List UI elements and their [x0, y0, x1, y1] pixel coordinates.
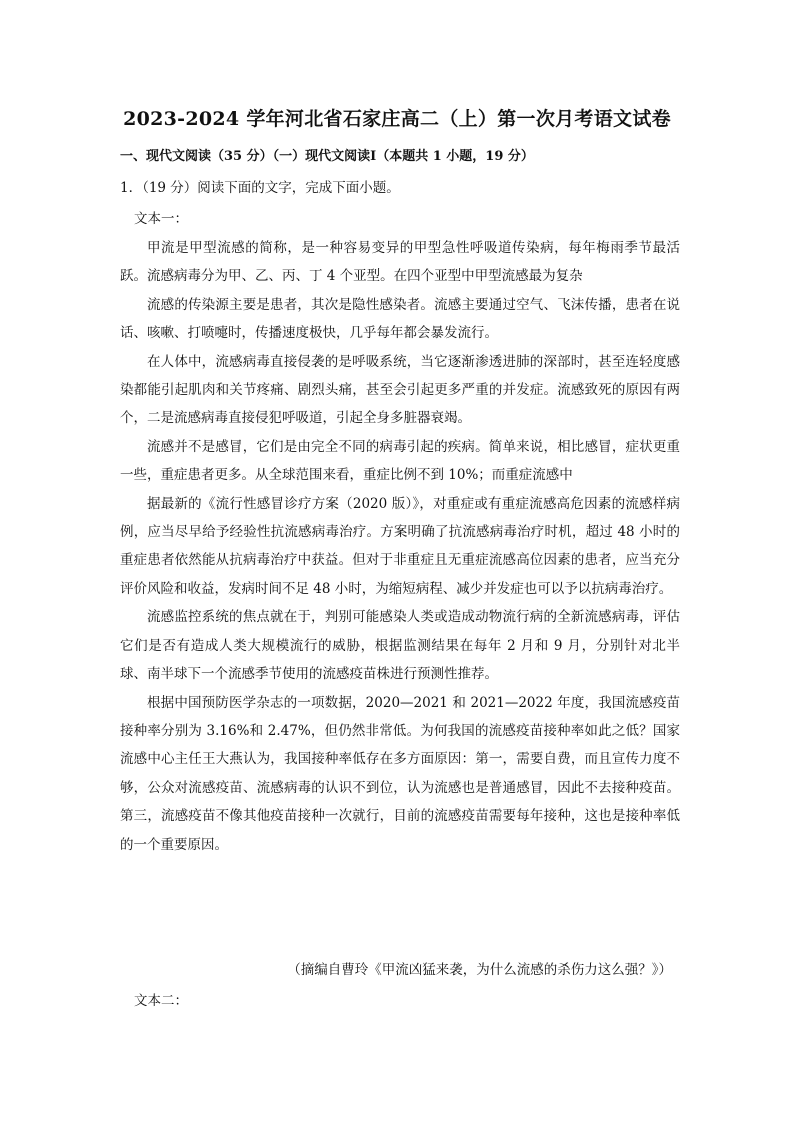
text-one-label: 文本一：	[134, 211, 188, 227]
paragraph: 据最新的《流行性感冒诊疗方案（2020 版）》，对重症或有重症流感高危因素的流感样病例，应当尽早给予经验性抗流感病毒治疗。方案明确了抗流感病毒治疗时机，超过 48 小时的重症患者依然能从抗病毒治疗中获益。但对于非重症且无重症流感高位因素的患者，应当充分评价风险和收益，发病时间不足 48 小时，为缩短病程、减少并发症也可以予以抗病毒治疗。	[120, 495, 680, 597]
paragraph: 在人体中，流感病毒直接侵袭的是呼吸系统，当它逐渐渗透进肺的深部时，甚至连轻度感染都能引起肌肉和关节疼痛、剧烈头痛，甚至会引起更多严重的并发症。流感致死的原因有两个，二是流感病毒直接侵犯呼吸道，引起全身多脏器衰竭。	[120, 353, 680, 427]
paragraph: 流感监控系统的焦点就在于，判别可能感染人类或造成动物流行病的全新流感病毒，评估它们是否有造成人类大规模流行的威胁，根据监测结果在每年 2 月和 9 月，分别针对北半球、南半球下一个流感季节使用的流感疫苗株进行预测性推荐。	[120, 609, 680, 683]
page-title: 2023-2024 学年河北省石家庄高二（上）第一次月考语文试卷	[123, 108, 671, 130]
article-body	[120, 234, 680, 859]
paragraph: 流感的传染源主要是患者，其次是隐性感染者。流感主要通过空气、飞沫传播，患者在说话、咳嗽、打喷嚏时，传播速度极快，几乎每年都会暴发流行。	[120, 296, 680, 342]
question-prompt: 1．（19 分）阅读下面的文字，完成下面小题。	[120, 180, 400, 196]
source-citation: （摘编自曹玲《甲流凶猛来袭，为什么流感的杀伤力这么强？》）	[287, 962, 672, 978]
paragraph: 流感并不是感冒，它们是由完全不同的病毒引起的疾病。简单来说，相比感冒，症状更重一些，重症患者更多。从全球范围来看，重症比例不到 10%；而重症流感中	[120, 438, 680, 484]
text-two-label: 文本二：	[134, 993, 188, 1009]
section-heading: 一、现代文阅读（35 分）（一）现代文阅读Ⅰ（本题共 1 小题，19 分）	[120, 149, 534, 164]
paragraph: 甲流是甲型流感的简称，是一种容易变异的甲型急性呼吸道传染病，每年梅雨季节最活跃。流感病毒分为甲、乙、丙、丁 4 个亚型。在四个亚型中甲型流感最为复杂	[120, 240, 680, 285]
paragraph: 根据中国预防医学杂志的一项数据，2020—2021 和 2021—2022 年度，我国流感疫苗接种率分别为 3.16%和 2.47%，但仍然非常低。为何我国的流感疫苗接种率如此之低？国家流感中心主任王大燕认为，我国接种率低存在多方面原因：第一，需要自费，而且宣传力度不够，公众对流感疫苗、流感病毒的认识不到位，认为流感也是普通感冒，因此不去接种疫苗。第三，流感疫苗不像其他疫苗接种一次就行，目前的流感疫苗需要每年接种，这也是接种率低的一个重要原因。	[120, 694, 680, 853]
